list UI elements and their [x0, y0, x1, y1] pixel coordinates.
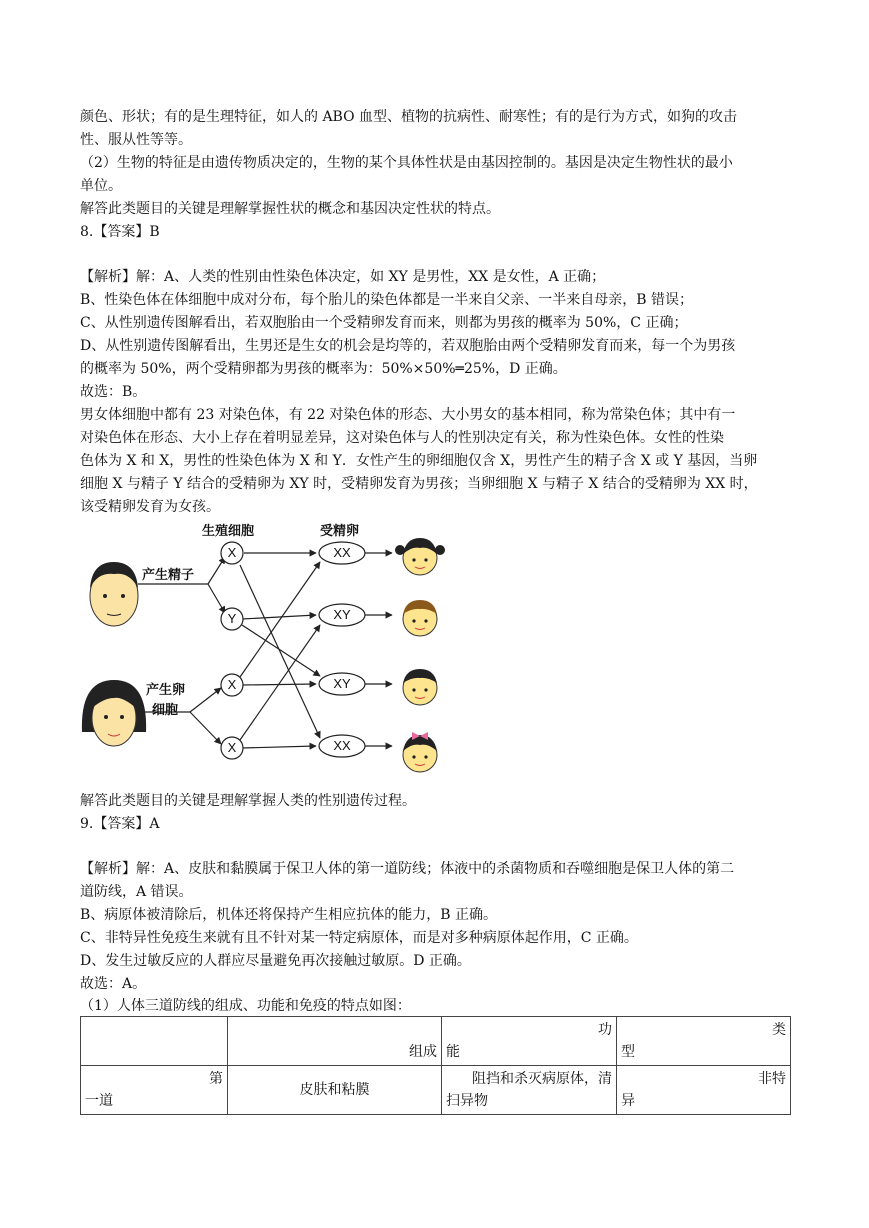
text-line: 道防线，A 错误。 — [80, 884, 193, 900]
table-cell — [228, 1066, 442, 1115]
boy-face-icon — [403, 669, 437, 705]
text-line: 颜色、形状；有的是生理特征，如人的 ABO 血型、植物的抗病性、耐寒性；有的是行为方式，如狗的攻击 — [80, 109, 738, 125]
text-line: 对染色体在形态、大小上存在着明显差异，这对染色体与人的性别决定有关，称为性染色体。女性的性染 — [80, 430, 724, 446]
header-composition: 组成 — [409, 1044, 437, 1060]
zygote-xx: XX — [333, 545, 351, 560]
text-line: B、性染色体在体细胞中成对分布，每个胎儿的染色体都是一半来自父亲、一半来自母亲，B 错误； — [80, 292, 694, 308]
composition-value: 皮肤和粘膜 — [299, 1082, 370, 1098]
egg-x: X — [227, 740, 237, 755]
function-value-part: 阻挡和杀灭病原体，清 — [472, 1071, 612, 1087]
text-line: 故选：A。 — [80, 976, 147, 992]
text-line: 故选：B。 — [80, 384, 147, 400]
answer-8-heading: 8.【答案】B — [80, 224, 160, 240]
sperm-x: X — [227, 545, 237, 560]
analysis-8-line: 【解析】解：A、人类的性别由性染色体决定，如 XY 是男性，XX 是女性，A 正确； — [80, 269, 606, 285]
table-cell — [617, 1017, 791, 1066]
girl-face-icon — [403, 732, 437, 772]
table-cell — [81, 1017, 228, 1066]
boy-face-icon — [403, 600, 437, 636]
girl-face-icon — [395, 538, 445, 575]
type-value-part: 非特 — [758, 1071, 786, 1087]
egg-label: 产生卵 — [146, 683, 186, 698]
row-label-part: 第 — [209, 1071, 223, 1087]
table-cell — [81, 1066, 228, 1115]
text-line: 解答此类题目的关键是理解掌握性状的概念和基因决定性状的特点。 — [80, 201, 500, 217]
text-line: 性、服从性等等。 — [80, 132, 192, 148]
sperm-label: 产生精子 — [142, 568, 195, 583]
table-caption: （1）人体三道防线的组成、功能和免疫的特点如图： — [80, 998, 411, 1014]
header-type-part: 型 — [621, 1044, 635, 1060]
table-cell — [228, 1017, 442, 1066]
zygote-xy: XY — [333, 607, 351, 622]
header-function-part: 能 — [446, 1044, 460, 1060]
function-value-part: 扫异物 — [446, 1093, 488, 1109]
text-line: （2）生物的特征是由遗传物质决定的，生物的某个具体性状是由基因控制的。基因是决定生物性状的最小 — [80, 155, 733, 171]
egg-label: 细胞 — [152, 703, 179, 718]
header-type-part: 类 — [772, 1022, 786, 1038]
text-line: 单位。 — [80, 178, 122, 194]
germ-cell-title: 生殖细胞 — [202, 524, 255, 539]
answer-9-heading: 9.【答案】A — [80, 816, 160, 832]
text-line: 细胞 X 与精子 Y 结合的受精卵为 XY 时，受精卵发育为男孩；当卵细胞 X 与精子 X 结合的受精卵为 XX 时， — [80, 476, 758, 492]
header-function-part: 功 — [598, 1022, 612, 1038]
sex-inheritance-diagram — [80, 522, 460, 784]
text-line: 该受精卵发育为女孩。 — [80, 499, 220, 515]
sperm-y: Y — [227, 611, 237, 626]
text-line: D、发生过敏反应的人群应尽量避免再次接触过敏原。D 正确。 — [80, 953, 471, 969]
text-line: B、病原体被清除后，机体还将保持产生相应抗体的能力，B 正确。 — [80, 907, 498, 923]
mother-face-icon — [82, 680, 146, 746]
text-line: C、从性别遗传图解看出，若双胞胎由一个受精卵发育而来，则都为男孩的概率为 50%，C 正确； — [80, 315, 688, 331]
analysis-9-line: 【解析】解：A、皮肤和黏膜属于保卫人体的第一道防线；体液中的杀菌物质和吞噬细胞是保卫人体的第二 — [80, 861, 735, 877]
immune-defense-table — [80, 1016, 791, 1115]
text-line: 的概率为 50%，两个受精卵都为男孩的概率为：50%×50%═25%，D 正确。 — [80, 361, 567, 377]
zygote-title: 受精卵 — [320, 524, 360, 539]
zygote-xy: XY — [333, 676, 351, 691]
table-cell — [442, 1066, 617, 1115]
table-header-row — [81, 1017, 791, 1066]
father-face-icon — [90, 562, 138, 626]
text-line: D、从性别遗传图解看出，生男还是生女的机会是均等的，若双胞胎由两个受精卵发育而来，每一个为男孩 — [80, 338, 736, 354]
zygote-xx: XX — [333, 738, 351, 753]
text-line: 色体为 X 和 X，男性的性染色体为 X 和 Y．女性产生的卵细胞仅含 X，男性产生的精子含 X 或 Y 基因，当卵 — [80, 453, 758, 469]
type-value-part: 异 — [621, 1093, 635, 1109]
text-line: 男女体细胞中都有 23 对染色体，有 22 对染色体的形态、大小男女的基本相同，称为常染色体；其中有一 — [80, 407, 736, 423]
table-row — [81, 1066, 791, 1115]
text-line: 解答此类题目的关键是理解掌握人类的性别遗传过程。 — [80, 793, 416, 809]
table-cell — [617, 1066, 791, 1115]
row-label-part: 一道 — [85, 1093, 113, 1109]
egg-x: X — [227, 677, 237, 692]
text-line: C、非特异性免疫生来就有且不针对某一特定病原体，而是对多种病原体起作用，C 正确。 — [80, 930, 638, 946]
table-cell — [442, 1017, 617, 1066]
